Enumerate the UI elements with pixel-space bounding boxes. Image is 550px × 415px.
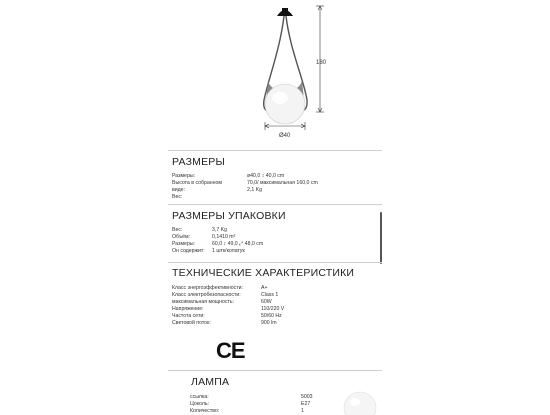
package-title: РАЗМЕРЫ УПАКОВКИ <box>172 210 286 222</box>
lamp-row-label: Цоколь: <box>190 401 209 407</box>
divider-sizes <box>168 150 382 151</box>
tech-row-label: Напряжение: <box>172 306 204 312</box>
divider-tech <box>168 262 382 263</box>
sizes-row-label: Размеры: <box>172 173 195 179</box>
tech-row-value: A+ <box>261 285 268 291</box>
package-row-label: Объём: <box>172 234 190 240</box>
lamp-row-value: E27 <box>301 401 311 407</box>
tech-row-label: Класс энергоэффективности: <box>172 285 243 291</box>
sizes-row-value: 70,0/ максимальная 160,0 cm <box>247 180 318 186</box>
tech-title: ТЕХНИЧЕСКИЕ ХАРАКТЕРИСТИКИ <box>172 267 355 279</box>
tech-row-value: 110/220 V <box>261 306 285 312</box>
lamp-row-value: 5003 <box>301 394 313 400</box>
package-row-value: 3,7 Kg <box>212 227 227 233</box>
package-row-label: Размеры: <box>172 241 195 247</box>
tech-row-value: 900 lm <box>261 320 277 326</box>
tech-row-label: Частота сети: <box>172 313 205 319</box>
sizes-row-value: 2,1 Kg <box>247 187 262 193</box>
height-dimension-label: 180 <box>316 60 327 66</box>
sizes-row-label: Вес: <box>172 194 183 200</box>
package-row-value: 0,1410 m³ <box>212 234 236 240</box>
tech-row-label: Класс электробезопасности: <box>172 292 241 298</box>
divider-package <box>168 204 382 205</box>
lamp-row-label: ссылка: <box>190 394 209 400</box>
bulb-image <box>340 388 380 415</box>
package-row-value: 1 штк/колатук <box>212 248 245 254</box>
sizes-title: РАЗМЕРЫ <box>172 156 225 168</box>
package-row-label: Он содержит: <box>172 248 205 254</box>
sizes-row-label: Высота в собранном <box>172 180 222 186</box>
tech-row-label: максимальная мощность: <box>172 299 235 305</box>
package-row-label: Вес: <box>172 227 183 233</box>
lamp-row-label: Количество: <box>190 408 220 414</box>
tech-row-value: 60W <box>261 299 272 305</box>
tech-row-value: 50/60 Hz <box>261 313 282 319</box>
globe <box>265 84 305 124</box>
scrollbar-thumb[interactable] <box>380 212 382 264</box>
diameter-dimension-label: Ø40 <box>279 133 291 139</box>
lamp-row-value: 1 <box>301 408 304 414</box>
ce-mark-icon: CE <box>216 338 245 363</box>
sizes-row-value: ø40,0 ↕ 40,0 cm <box>247 173 285 179</box>
lamp-title: ЛАМПА <box>191 376 230 388</box>
tech-row-label: Световой поток: <box>172 320 211 326</box>
canopy-cone <box>277 10 293 16</box>
package-row-value: 60,0 ↕ 49,0 ⤢ 48,0 cm <box>212 241 264 247</box>
sizes-row-label: виде: <box>172 187 186 193</box>
tech-row-value: Class 1 <box>261 292 279 298</box>
lamp-drawing <box>240 0 350 145</box>
divider-lamp <box>168 370 382 371</box>
